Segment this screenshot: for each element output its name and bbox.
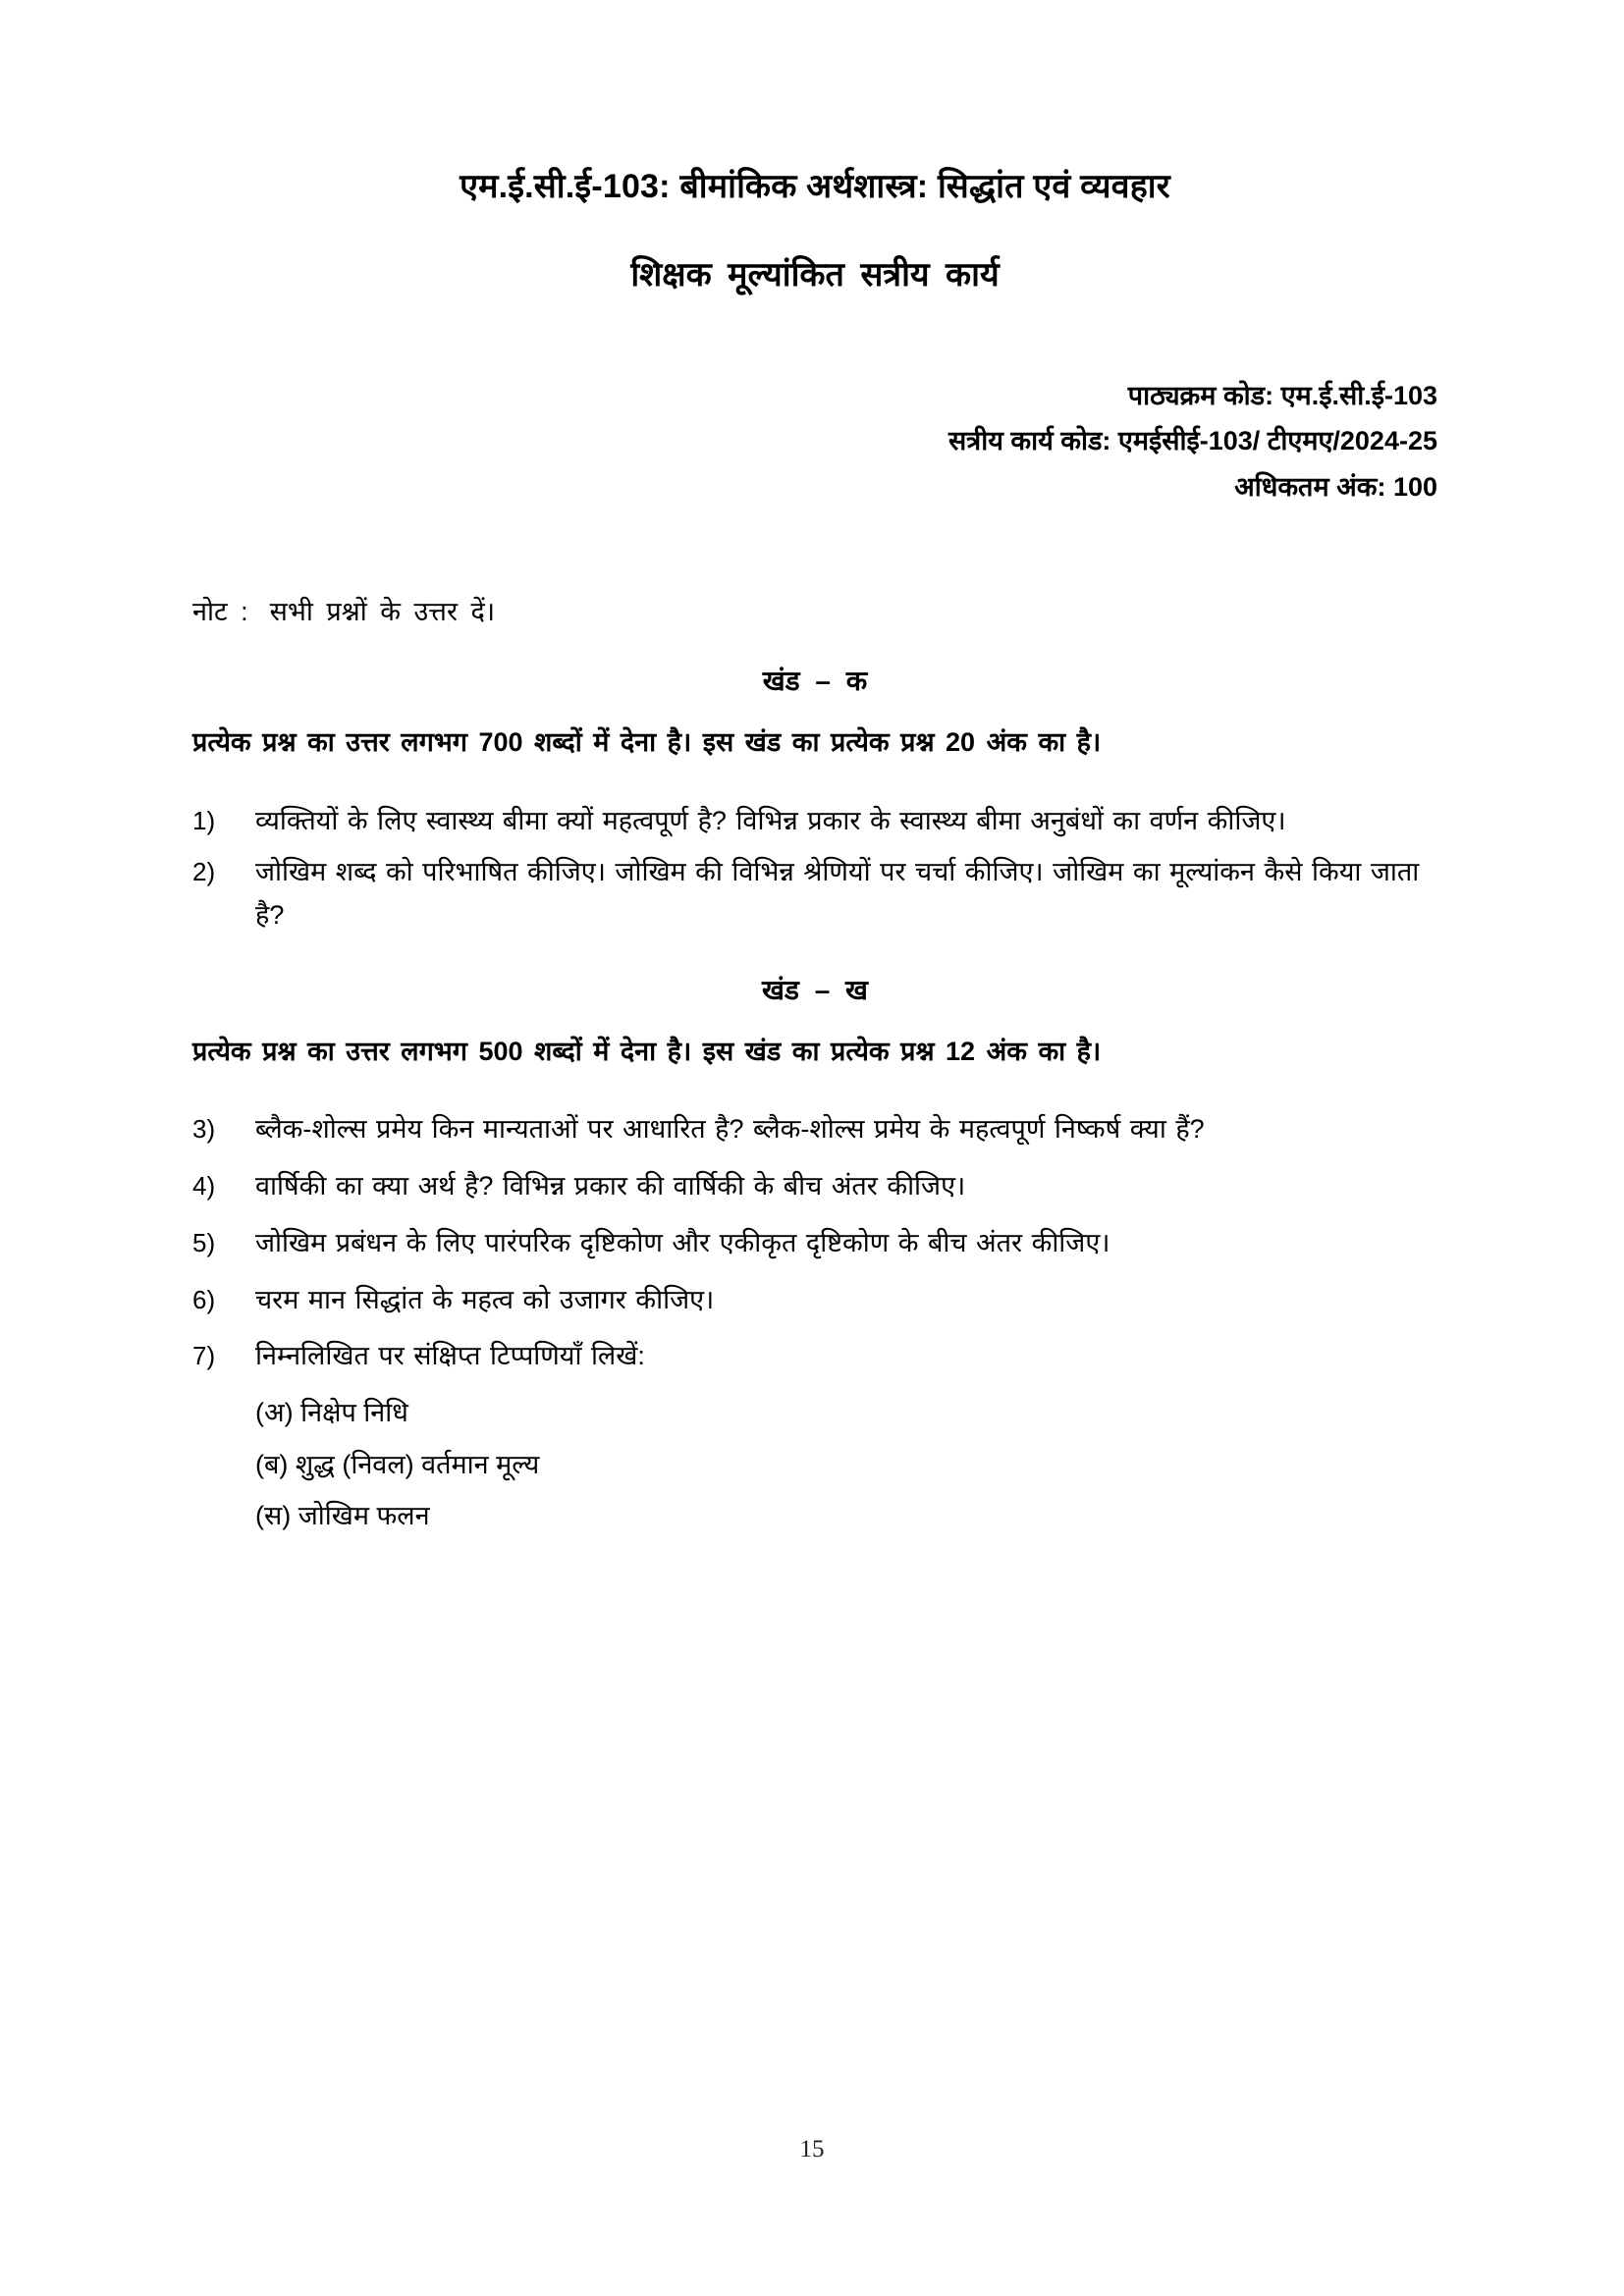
question-item	[192, 1165, 1437, 1208]
question-item	[192, 1335, 1437, 1378]
page-title: एम.ई.सी.ई-103: बीमांकिक अर्थशास्त्र: सिद्धांत एवं व्यवहार	[460, 168, 1170, 205]
max-marks: अधिकतम अंक: 100	[1234, 471, 1437, 502]
question-item	[192, 1108, 1437, 1151]
section-a-questions	[192, 800, 1437, 937]
question-item	[192, 851, 1437, 936]
assignment-meta	[192, 373, 1437, 509]
question-number: 6)	[192, 1284, 216, 1314]
question-item	[192, 800, 1437, 843]
question-text: जोखिम शब्द को परिभाषित कीजिए। जोखिम की विभिन्न श्रेणियों पर चर्चा कीजिए। जोखिम का मूल्यांकन कैसे किया जाता है?	[255, 857, 1420, 931]
question-number: 1)	[192, 805, 216, 835]
section-b-questions	[192, 1108, 1437, 1538]
sub-item: (स) जोखिम फलन	[255, 1501, 430, 1531]
question-item	[192, 1222, 1437, 1265]
assignment-code: सत्रीय कार्य कोड: एमईसीई-103/ टीएमए/2024-25	[948, 426, 1437, 456]
title-block	[192, 0, 1437, 298]
question-text: वार्षिकी का क्या अर्थ है? विभिन्न प्रकार की वार्षिकी के बीच अंतर कीजिए।	[255, 1171, 966, 1201]
question-number: 5)	[192, 1227, 216, 1257]
section-a-instruction: प्रत्येक प्रश्न का उत्तर लगभग 700 शब्दों में देना है। इस खंड का प्रत्येक प्रश्न 20 अंक का है।	[192, 727, 1102, 758]
sub-item: (अ) निक्षेप निधि	[255, 1397, 408, 1427]
sub-item: (ब) शुद्ध (निवल) वर्तमान मूल्य	[255, 1449, 540, 1479]
question-text: चरम मान सिद्धांत के महत्व को उजागर कीजिए।	[255, 1284, 715, 1314]
question-text: निम्नलिखित पर संक्षिप्त टिप्पणियाँ लिखें:	[255, 1341, 645, 1371]
section-a-heading: खंड – क	[762, 666, 868, 697]
page-content	[192, 0, 1437, 1547]
question-text: ब्लैक-शोल्स प्रमेय किन मान्यताओं पर आधारित है? ब्लैक-शोल्स प्रमेय के महत्वपूर्ण निष्कर्ष क्या हैं?	[255, 1114, 1205, 1145]
question-item	[192, 1279, 1437, 1322]
page-number: 15	[799, 2136, 825, 2163]
question-text: जोखिम प्रबंधन के लिए पारंपरिक दृष्टिकोण और एकीकृत दृष्टिकोण के बीच अंतर कीजिए।	[255, 1227, 1110, 1257]
question-number: 7)	[192, 1341, 216, 1371]
question-7-subitems	[255, 1392, 1437, 1538]
section-b-heading: खंड – ख	[762, 974, 868, 1005]
note	[192, 592, 1437, 628]
section-b-instruction: प्रत्येक प्रश्न का उत्तर लगभग 500 शब्दों में देना है। इस खंड का प्रत्येक प्रश्न 12 अंक का है।	[192, 1036, 1102, 1066]
note-text: सभी प्रश्नों के उत्तर दें।	[269, 597, 496, 627]
page-subtitle: शिक्षक मूल्यांकित सत्रीय कार्य	[630, 255, 1000, 294]
question-number: 2)	[192, 857, 216, 887]
course-code: पाठ्यक्रम कोड: एम.ई.सी.ई-103	[1127, 380, 1437, 410]
note-label: नोट :	[192, 597, 248, 627]
question-number: 3)	[192, 1114, 216, 1145]
question-text: व्यक्तियों के लिए स्वास्थ्य बीमा क्यों महत्वपूर्ण है? विभिन्न प्रकार के स्वास्थ्य बीमा अनुबंधों का वर्णन कीजिए।	[255, 805, 1286, 835]
question-number: 4)	[192, 1171, 216, 1201]
